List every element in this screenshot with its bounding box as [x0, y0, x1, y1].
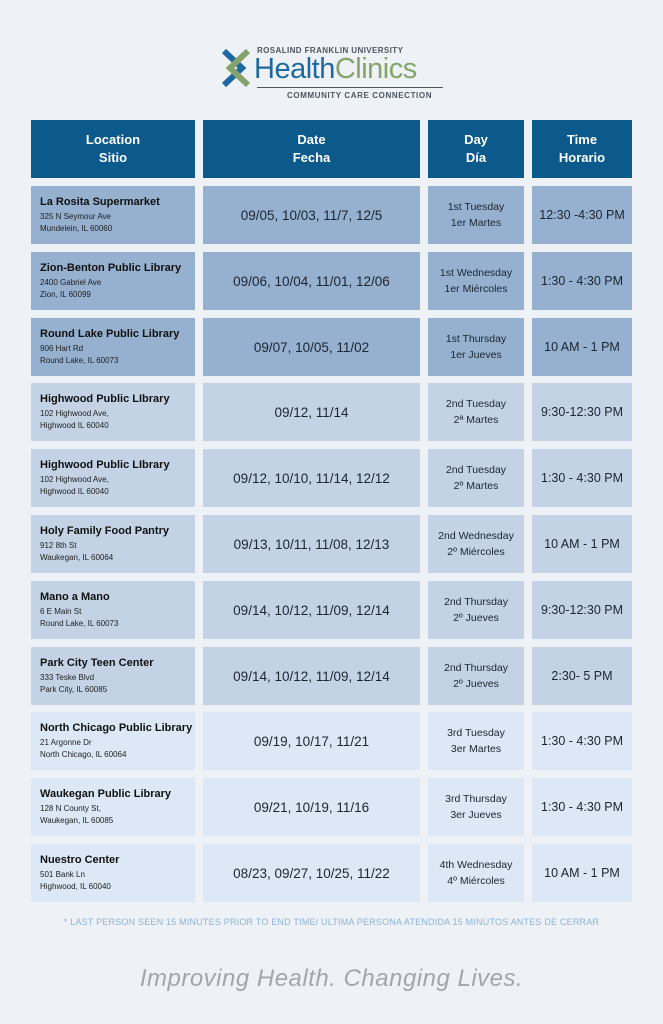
logo-name-health: Health: [254, 53, 335, 85]
location-address-line1: 501 Bank Ln: [40, 870, 85, 879]
date-cell: [203, 383, 420, 441]
day-cell: [428, 844, 524, 902]
health-clinics-logo: [220, 44, 450, 102]
logo-university: ROSALIND FRANKLIN UNIVERSITY: [257, 46, 404, 55]
time-cell: [532, 186, 632, 244]
date-cell: [203, 844, 420, 902]
tagline: Improving Health. Changing Lives.: [139, 965, 524, 992]
date-cell: [203, 647, 420, 705]
dates-text: 09/12, 10/10, 11/14, 12/12: [233, 470, 390, 486]
day-cell: [428, 778, 524, 836]
location-cell: [31, 712, 195, 770]
date-cell: [203, 318, 420, 376]
location-cell: [31, 844, 195, 902]
time-cell: [532, 778, 632, 836]
header-day-en: Day: [464, 132, 488, 147]
day-cell: [428, 581, 524, 639]
day-cell: [428, 252, 524, 310]
day-spanish: 1er Martes: [450, 217, 502, 229]
location-cell: [31, 581, 195, 639]
location-address-line2: Park City, IL 60085: [40, 685, 108, 694]
date-cell: [203, 515, 420, 573]
location-address-line1: 6 E Main St: [40, 607, 82, 616]
day-spanish: 2º Miércoles: [447, 546, 505, 558]
location-address-line1: 912 8th St: [40, 541, 77, 550]
header-location-en: Location: [85, 132, 141, 147]
time-text: 1:30 - 4:30 PM: [541, 471, 623, 485]
time-cell: [532, 712, 632, 770]
date-cell: [203, 252, 420, 310]
time-text: 10 AM - 1 PM: [544, 340, 620, 354]
time-text: 9:30-12:30 PM: [541, 603, 623, 617]
day-spanish: 2º Jueves: [453, 612, 499, 624]
time-cell: [532, 844, 632, 902]
dates-text: 09/21, 10/19, 11/16: [253, 799, 370, 815]
time-text: 1:30 - 4:30 PM: [541, 274, 623, 288]
location-cell: [31, 449, 195, 507]
date-cell: [203, 778, 420, 836]
time-text: 12:30 -4:30 PM: [539, 208, 625, 222]
day-spanish: 2ª Martes: [453, 414, 499, 426]
location-address-line2: Zion, IL 60099: [40, 290, 91, 299]
day-english: 2nd Thursday: [443, 662, 508, 674]
header-location: [31, 120, 195, 178]
location-name: Zion-Benton Public Library: [40, 262, 182, 274]
day-cell: [428, 647, 524, 705]
location-address-line1: 2400 Gabriel Ave: [40, 278, 102, 287]
day-spanish: 3er Jueves: [450, 809, 502, 821]
day-cell: [428, 318, 524, 376]
location-name: Mano a Mano: [40, 591, 110, 603]
day-english: 2nd Tuesday: [445, 398, 507, 410]
location-address-line1: 906 Hart Rd: [40, 344, 84, 353]
footnote: * LAST PERSON SEEN 15 MINUTES PRIOR TO END TIME/ ULTIMA PERSONA ATENDIDA 15 MINUTOS ANTES DE CERRAR: [63, 917, 600, 927]
location-name: Nuestro Center: [40, 854, 120, 866]
location-cell: [31, 647, 195, 705]
location-address-line2: Highwood IL 60040: [40, 487, 109, 496]
day-spanish: 2º Martes: [453, 480, 499, 492]
time-text: 1:30 - 4:30 PM: [541, 734, 623, 748]
location-address-line1: 128 N County St,: [40, 804, 101, 813]
location-address-line2: Waukegan, IL 60085: [40, 816, 114, 825]
header-time-en: Time: [566, 132, 598, 147]
time-cell: [532, 449, 632, 507]
day-cell: [428, 383, 524, 441]
time-text: 1:30 - 4:30 PM: [541, 800, 623, 814]
location-address-line2: Highwood IL 60040: [40, 421, 109, 430]
dates-text: 09/13, 10/11, 11/08, 12/13: [233, 536, 390, 552]
date-cell: [203, 186, 420, 244]
header-day-es: Día: [465, 150, 487, 165]
location-address-line1: 102 Highwood Ave,: [40, 475, 109, 484]
time-text: 2:30- 5 PM: [551, 669, 613, 683]
location-address-line2: Waukegan, IL 60064: [40, 553, 114, 562]
header-time: [532, 120, 632, 178]
day-spanish: 2º Jueves: [453, 678, 499, 690]
logo-divider: [257, 87, 443, 88]
dates-text: 09/06, 10/04, 11/01, 12/06: [233, 273, 390, 289]
location-cell: [31, 778, 195, 836]
time-cell: [532, 318, 632, 376]
location-name: Holy Family Food Pantry: [40, 525, 169, 537]
dates-text: 09/14, 10/12, 11/09, 12/14: [233, 668, 390, 684]
header-date: [203, 120, 420, 178]
location-address-line2: Mundelein, IL 60060: [40, 224, 113, 233]
location-cell: [31, 186, 195, 244]
day-english: 3rd Thursday: [445, 793, 507, 805]
location-cell: [31, 318, 195, 376]
time-cell: [532, 252, 632, 310]
location-name: La Rosita Supermarket: [40, 196, 160, 208]
logo-name-clinics: Clinics: [334, 53, 417, 85]
location-name: Round Lake Public Library: [40, 328, 180, 340]
location-cell: [31, 252, 195, 310]
day-spanish: 1er Jueves: [450, 349, 502, 361]
location-name: Highwood Public LIbrary: [40, 459, 170, 471]
time-cell: [532, 383, 632, 441]
time-text: 10 AM - 1 PM: [544, 866, 620, 880]
location-address-line2: Round Lake, IL 60073: [40, 619, 119, 628]
day-cell: [428, 712, 524, 770]
day-english: 1st Thursday: [445, 333, 507, 345]
dates-text: 08/23, 09/27, 10/25, 11/22: [233, 865, 390, 881]
date-cell: [203, 712, 420, 770]
day-english: 2nd Tuesday: [445, 464, 507, 476]
location-name: North Chicago Public Library: [40, 722, 193, 734]
location-address-line2: North Chicago, IL 60064: [40, 750, 127, 759]
dates-text: 09/19, 10/17, 11/21: [253, 733, 370, 749]
dates-text: 09/12, 11/14: [274, 404, 349, 420]
day-spanish: 3er Martes: [450, 743, 502, 755]
location-cell: [31, 515, 195, 573]
day-english: 1st Wednesday: [439, 267, 513, 279]
dates-text: 09/14, 10/12, 11/09, 12/14: [233, 602, 390, 618]
date-cell: [203, 581, 420, 639]
location-address-line2: Round Lake, IL 60073: [40, 356, 119, 365]
day-english: 2nd Wednesday: [438, 530, 514, 542]
day-cell: [428, 186, 524, 244]
location-name: Waukegan Public Library: [40, 788, 172, 800]
time-cell: [532, 515, 632, 573]
logo-mark-icon: [220, 48, 252, 88]
time-text: 10 AM - 1 PM: [544, 537, 620, 551]
day-english: 1st Tuesday: [447, 201, 505, 213]
day-english: 4th Wednesday: [439, 859, 513, 871]
header-date-es: Fecha: [292, 150, 331, 165]
day-spanish: 4º Miércoles: [447, 875, 505, 887]
time-cell: [532, 581, 632, 639]
location-cell: [31, 383, 195, 441]
dates-text: 09/05, 10/03, 11/7, 12/5: [240, 207, 383, 223]
location-name: Park City Teen Center: [40, 657, 154, 669]
header-time-es: Horario: [558, 150, 606, 165]
day-cell: [428, 449, 524, 507]
time-cell: [532, 647, 632, 705]
header-day: [428, 120, 524, 178]
header-date-en: Date: [297, 132, 326, 147]
day-spanish: 1er Miércoles: [444, 283, 508, 295]
location-address-line1: 102 Highwood Ave,: [40, 409, 109, 418]
day-english: 3rd Tuesday: [447, 727, 505, 739]
logo-name: [254, 52, 417, 86]
dates-text: 09/07, 10/05, 11/02: [253, 339, 370, 355]
date-cell: [203, 449, 420, 507]
location-address-line1: 333 Teske Blvd: [40, 673, 95, 682]
location-address-line2: Highwood, IL 60040: [40, 882, 111, 891]
day-cell: [428, 515, 524, 573]
location-address-line1: 325 N Seymour Ave: [40, 212, 112, 221]
header-location-es: Sitio: [98, 150, 128, 165]
day-english: 2nd Thursday: [443, 596, 508, 608]
logo-subtitle: COMMUNITY CARE CONNECTION: [287, 91, 433, 100]
location-address-line1: 21 Argonne Dr: [40, 738, 92, 747]
time-text: 9:30-12:30 PM: [541, 405, 623, 419]
location-name: Highwood Public LIbrary: [40, 393, 170, 405]
